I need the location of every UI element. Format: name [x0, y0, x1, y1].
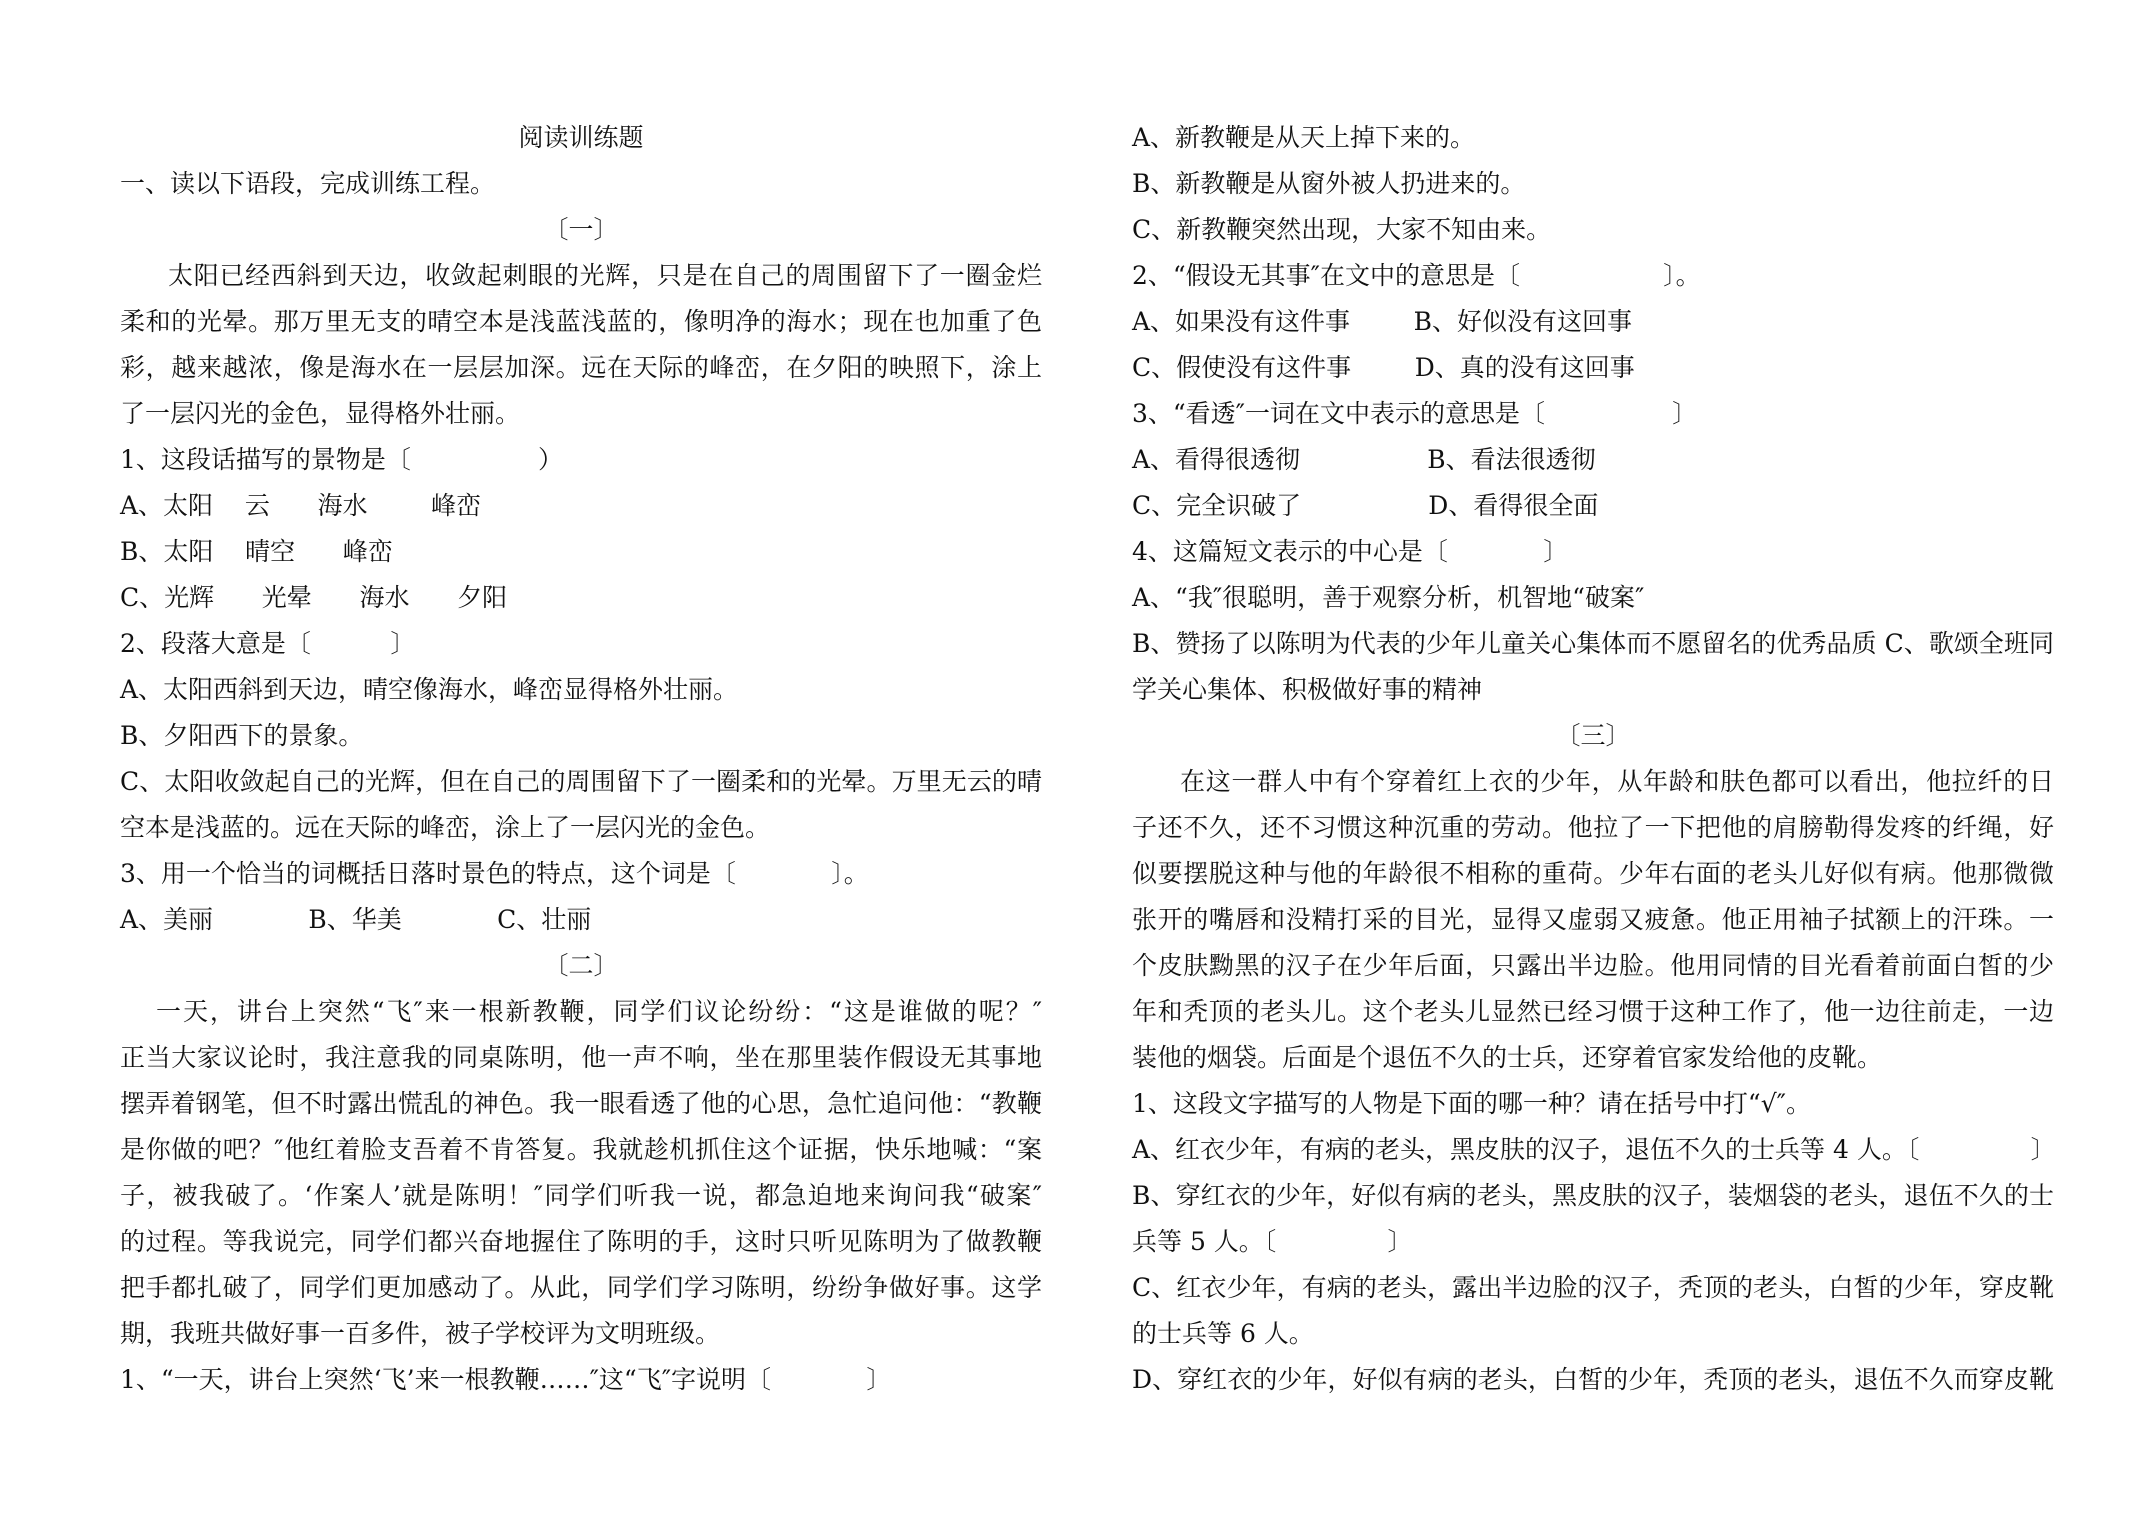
option-3-1-b-cont: 兵等 5 人。〔 〕 — [1132, 1227, 1413, 1256]
left-column — [120, 115, 1042, 1403]
option-1-2-b: B、夕阳西下的景象。 — [120, 721, 364, 750]
passage-1-line: 彩，越来越浓，像是海水在一层层加深。远在天际的峰峦，在夕阳的映照下，涂上 — [120, 353, 1042, 382]
page-title: 阅读训练题 — [518, 123, 644, 152]
option-1-1-a: A、太阳 云 海水 峰峦 — [120, 491, 482, 520]
option-1-1-b: B、太阳 晴空 峰峦 — [120, 537, 393, 566]
section-intro: 一、读以下语段，完成训练工程。 — [120, 169, 496, 198]
passage-1-heading: 〔一〕 — [543, 215, 619, 244]
options-2-3-ab: A、看得很透彻 B、看法很透彻 — [1132, 445, 1596, 474]
passage-3-line: 在这一群人中有个穿着红上衣的少年，从年龄和肤色都可以看出，他拉纤的日 — [1180, 767, 2054, 796]
option-3-1-c: C、红衣少年，有病的老头，露出半边脸的汉子，秃顶的老头，白皙的少年，穿皮靴 — [1132, 1273, 2054, 1302]
option-2-1-b: B、新教鞭是从窗外被人扔进来的。 — [1132, 169, 1526, 198]
passage-2-line: 正当大家议论时，我注意我的同桌陈明，他一声不响，坐在那里装作假设无其事地 — [120, 1043, 1042, 1072]
option-1-2-a: A、太阳西斜到天边，晴空像海水，峰峦显得格外壮丽。 — [120, 675, 739, 704]
passage-1-line: 柔和的光晕。那万里无支的晴空本是浅蓝浅蓝的，像明净的海水；现在也加重了色 — [120, 307, 1042, 336]
option-3-1-a: A、红衣少年，有病的老头，黑皮肤的汉子，退伍不久的士兵等 4 人。〔 〕 — [1132, 1135, 2056, 1164]
question-1-2: 2、段落大意是〔 〕 — [120, 629, 416, 658]
passage-2-heading: 〔二〕 — [543, 951, 619, 980]
options-1-3: A、美丽 B、华美 C、壮丽 — [120, 905, 592, 934]
passage-3-line: 年和秃顶的老头儿。这个老头儿显然已经习惯于这种工作了，他一边往前走，一边 — [1132, 997, 2054, 1026]
option-3-1-d: D、穿红衣的少年，好似有病的老头，白皙的少年，秃顶的老头，退伍不久而穿皮靴 — [1132, 1365, 2054, 1394]
right-column — [1132, 115, 2054, 1403]
passage-3-line: 张开的嘴唇和没精打采的目光，显得又虚弱又疲惫。他正用袖子拭额上的汗珠。一 — [1132, 905, 2054, 934]
passage-3-heading: 〔三〕 — [1555, 721, 1631, 750]
option-1-2-c: C、太阳收敛起自己的光辉，但在自己的周围留下了一圈柔和的光晕。万里无云的晴 — [120, 767, 1042, 796]
passage-3-line: 子还不久，还不习惯这种沉重的劳动。他拉了一下把他的肩膀勒得发疼的纤绳，好 — [1132, 813, 2054, 842]
passage-2-line: 一天，讲台上突然“飞″来一根新教鞭，同学们议论纷纷：“这是谁做的呢？″ — [156, 997, 1042, 1026]
question-3-1: 1、这段文字描写的人物是下面的哪一种？请在括号中打“√″。 — [1132, 1089, 1811, 1118]
question-2-2: 2、“假设无其事″在文中的意思是〔 〕。 — [1132, 261, 1701, 290]
option-1-1-c: C、光辉 光晕 海水 夕阳 — [120, 583, 508, 612]
option-1-2-c-cont: 空本是浅蓝的。远在天际的峰峦，涂上了一层闪光的金色。 — [120, 813, 771, 842]
question-2-3: 3、“看透″一词在文中表示的意思是〔 〕 — [1132, 399, 1698, 428]
option-3-1-b: B、穿红衣的少年，好似有病的老头，黑皮肤的汉子，装烟袋的老头，退伍不久的士 — [1132, 1181, 2054, 1210]
option-2-1-c: C、新教鞭突然出现，大家不知由来。 — [1132, 215, 1552, 244]
question-2-1: 1、“一天，讲台上突然‘飞’来一根教鞭……″这“飞″字说明〔 〕 — [120, 1365, 892, 1394]
question-1-3: 3、用一个恰当的词概括日落时景色的特点，这个词是〔 〕。 — [120, 859, 869, 888]
options-2-2-cd: C、假使没有这件事 D、真的没有这回事 — [1132, 353, 1635, 382]
option-2-4-a: A、“我″很聪明，善于观察分析，机智地“破案″ — [1132, 583, 1645, 612]
option-3-1-c-cont: 的士兵等 6 人。 — [1132, 1319, 1314, 1348]
option-2-1-a: A、新教鞭是从天上掉下来的。 — [1132, 123, 1476, 152]
passage-2-line: 摆弄着钢笔，但不时露出慌乱的神色。我一眼看透了他的心思，急忙追问他：“教鞭 — [120, 1089, 1042, 1118]
passage-2-line: 是你做的吧？″他红着脸支吾着不肯答复。我就趁机抓住这个证据，快乐地喊：“案 — [120, 1135, 1042, 1164]
passage-2-line: 的过程。等我说完，同学们都兴奋地握住了陈明的手，这时只听见陈明为了做教鞭 — [120, 1227, 1042, 1256]
passage-1-line: 太阳已经西斜到天边，收敛起刺眼的光辉，只是在自己的周围留下了一圈金烂 — [168, 261, 1042, 290]
question-2-4: 4、这篇短文表示的中心是〔 〕 — [1132, 537, 1569, 566]
option-2-4-bc: B、赞扬了以陈明为代表的少年儿童关心集体而不愿留名的优秀品质 C、歌颂全班同 — [1132, 629, 2054, 658]
question-1-1: 1、这段话描写的景物是〔 ） — [120, 445, 564, 474]
passage-2-line: 子，被我破了。‘作案人’就是陈明！″同学们听我一说，都急迫地来询问我“破案″ — [120, 1181, 1042, 1210]
options-2-2-ab: A、如果没有这件事 B、好似没有这回事 — [1132, 307, 1633, 336]
options-2-3-cd: C、完全识破了 D、看得很全面 — [1132, 491, 1599, 520]
option-2-4-bc-cont: 学关心集体、积极做好事的精神 — [1132, 675, 1483, 704]
passage-2-line: 把手都扎破了，同学们更加感动了。从此，同学们学习陈明，纷纷争做好事。这学 — [120, 1273, 1042, 1302]
passage-3-line: 似要摆脱这种与他的年龄很不相称的重荷。少年右面的老头儿好似有病。他那微微 — [1132, 859, 2054, 888]
passage-1-line: 了一层闪光的金色，显得格外壮丽。 — [120, 399, 521, 428]
passage-2-line: 期，我班共做好事一百多件，被子学校评为文明班级。 — [120, 1319, 721, 1348]
passage-3-line: 装他的烟袋。后面是个退伍不久的士兵，还穿着官家发给他的皮靴。 — [1132, 1043, 1883, 1072]
passage-3-line: 个皮肤黝黑的汉子在少年后面，只露出半边脸。他用同情的目光看着前面白皙的少 — [1132, 951, 2054, 980]
